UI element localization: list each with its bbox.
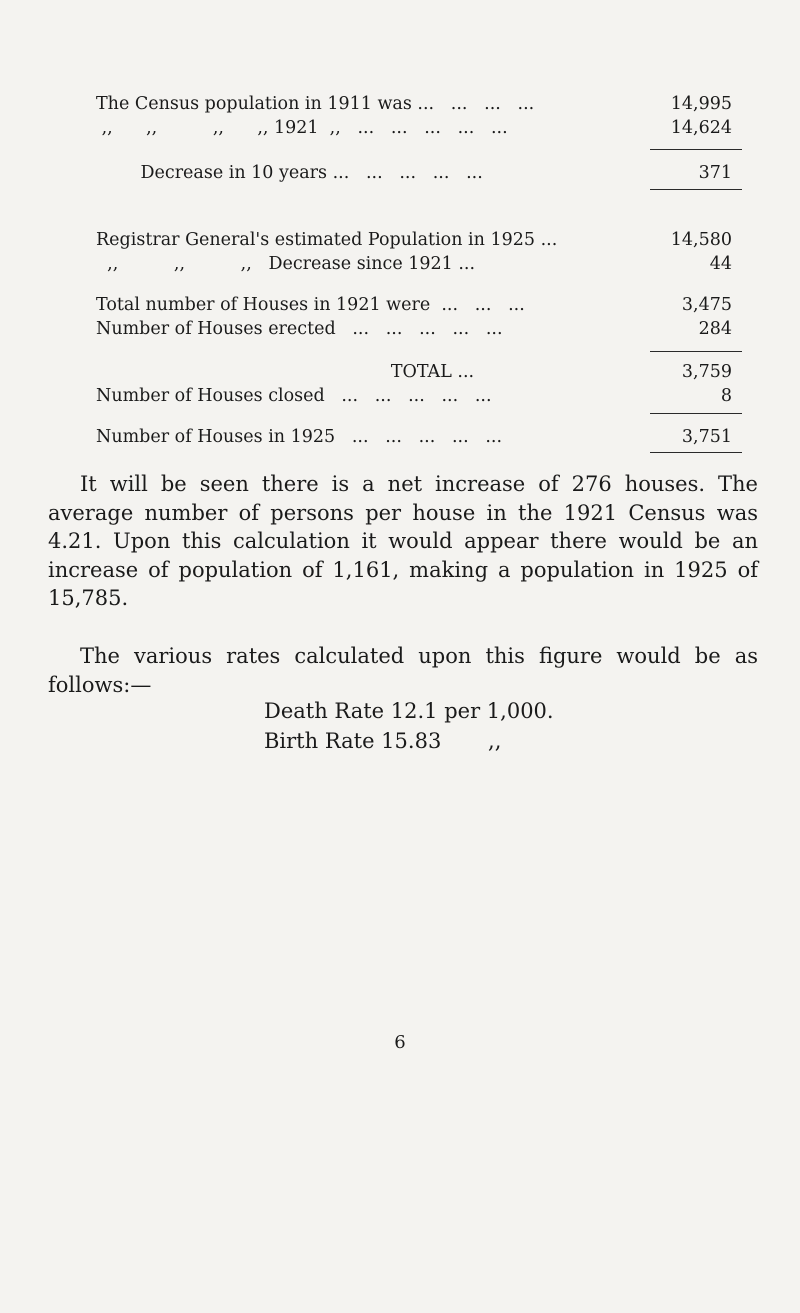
sum-rule (650, 351, 742, 352)
table-row (96, 425, 744, 449)
row-value: 14,624 (670, 118, 732, 138)
row-value: 44 (709, 254, 732, 274)
table-row-total (96, 360, 744, 384)
table-row (96, 92, 744, 116)
paragraph-text: The various rates calculated upon this figure would be as follows:— (48, 644, 758, 697)
row-label: The Census population in 1911 was ... ... ... ... (96, 94, 535, 114)
row-label: Registrar General's estimated Population in 1925 ... (96, 230, 558, 250)
row-label: Decrease in 10 years ... ... ... ... ... (96, 163, 483, 183)
row-value: 14,995 (670, 94, 732, 114)
table-row (96, 384, 744, 408)
row-label: Number of Houses closed ... ... ... ... ... (96, 386, 492, 406)
row-label: ,, ,, ,, ,, 1921 ,, ... ... ... ... ... (96, 118, 508, 138)
table-row (96, 293, 744, 317)
birth-rate: Birth Rate 15.83 ,, (264, 729, 502, 753)
sum-rule (650, 452, 742, 453)
body-paragraph (48, 642, 758, 699)
row-label: ,, ,, ,, Decrease since 1921 ... (96, 254, 476, 274)
table-row (96, 317, 744, 341)
body-paragraph (48, 470, 758, 613)
row-value: 3,759 (681, 362, 732, 382)
paragraph-text: It will be seen there is a net increase of 276 houses. The average number of persons per house in the 1921 Census was 4.21. Upon this calculation it would appear there would be an increase of population of 1,161, making a population in 1925 of 15,785. (48, 472, 758, 610)
row-value: 284 (698, 319, 732, 339)
sum-rule (650, 413, 742, 414)
sum-rule (650, 149, 742, 150)
row-label: TOTAL ... (96, 362, 475, 382)
table-row (96, 252, 744, 276)
row-value: 371 (698, 163, 732, 183)
page-number: 6 (394, 1032, 406, 1053)
death-rate: Death Rate 12.1 per 1,000. (264, 699, 554, 723)
row-label: Number of Houses erected ... ... ... ... ... (96, 319, 503, 339)
table-row (96, 116, 744, 140)
row-value: 3,475 (681, 295, 732, 315)
table-row (96, 161, 744, 185)
table-row (96, 228, 744, 252)
sum-rule (650, 189, 742, 190)
row-value: 8 (720, 386, 732, 406)
row-value: 3,751 (681, 427, 732, 447)
row-label: Number of Houses in 1925 ... ... ... ... ... (96, 427, 503, 447)
row-label: Total number of Houses in 1921 were ... ... ... (96, 295, 525, 315)
row-value: 14,580 (670, 230, 732, 250)
